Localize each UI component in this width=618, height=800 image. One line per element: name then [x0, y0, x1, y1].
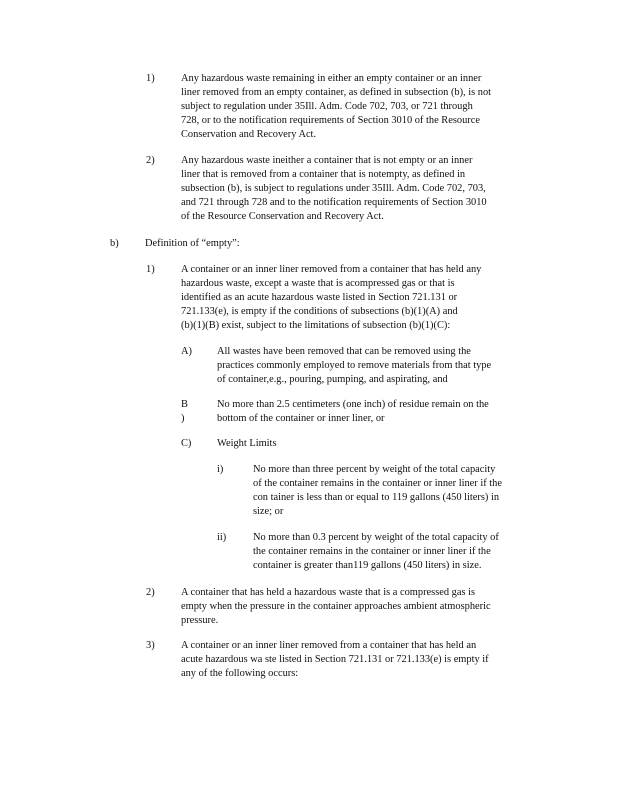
paragraph-2-text: Any hazardous waste ineither a container that is not empty or an inner liner that is removed from a container that is notempty, as defined in subsection (b), is subject to regulations under 35Ill. Adm. Code 702, 703, and 721 through 728 and to the notification requirements of Section 3010 of the Resource Conservation and Recovery Act.: [181, 155, 487, 222]
subsection-b-2-text: A container that has held a hazardous waste that is a compressed gas is empty when the pressure in the container approaches ambient atmospheric pressure.: [181, 587, 491, 626]
paragraph-1-label: 1): [146, 73, 155, 84]
paragraph-1-text: Any hazardous waste remaining in either an empty container or an inner liner removed from an empty container, as defined in subsection (b), is not subject to regulation under 35Ill. Adm. Code 702, 703, or 721 through 728, or to the notification requirements of Section 3010 of the Resource Conservation and Recovery Act.: [181, 73, 492, 140]
subsection-b-1-C-ii-text: No more than 0.3 percent by weight of the total capacity of the container remains in the container or inner liner if the container is greater than119 gallons (450 liters) in size.: [253, 532, 499, 571]
subsection-b-heading: Definition of “empty”:: [145, 238, 240, 249]
subsection-b-1-C-i-text: No more than three percent by weight of the total capacity of the container remains in the container or inner liner if the con tainer is less than or equal to 119 gallons (450 liters) in size; or: [253, 464, 502, 517]
subsection-b-1-B-text: No more than 2.5 centimeters (one inch) of residue remain on the bottom of the container or inner liner, or: [217, 399, 489, 424]
subsection-b-1-B-label: B ): [181, 399, 188, 424]
subsection-b-1-C-heading: Weight Limits: [217, 438, 277, 449]
subsection-b-2-label: 2): [146, 587, 155, 598]
subsection-b-1-A-text: All wastes have been removed that can be removed using the practices commonly employed to remove materials from that type of container,e.g., pouring, pumping, and aspirating, and: [217, 346, 492, 385]
subsection-b-1-C-ii-label: ii): [217, 532, 227, 543]
subsection-b-1-text: A container or an inner liner removed from a container that has held any hazardous waste, except a waste that is acompressed gas or that is identified as an acute hazardous waste listed in Section 721.131 or 721.133(e), is empty if the conditions of subsections (b)(1)(A) and (b)(1)(B) exist, subject to the limitations of subsection (b)(1)(C):: [181, 264, 482, 331]
paragraph-2-label: 2): [146, 155, 155, 166]
subsection-b-1-C-label: C): [181, 438, 192, 449]
subsection-b-3-label: 3): [146, 640, 155, 651]
subsection-b-1-A-label: A): [181, 346, 192, 357]
subsection-b-3-text: A container or an inner liner removed from a container that has held an acute hazardous wa ste listed in Section 721.131 or 721.133(e) is empty if any of the following occurs:: [181, 640, 489, 679]
subsection-b-1-label: 1): [146, 264, 155, 275]
subsection-b-label: b): [110, 238, 119, 249]
subsection-b-1-C-i-label: i): [217, 464, 224, 475]
